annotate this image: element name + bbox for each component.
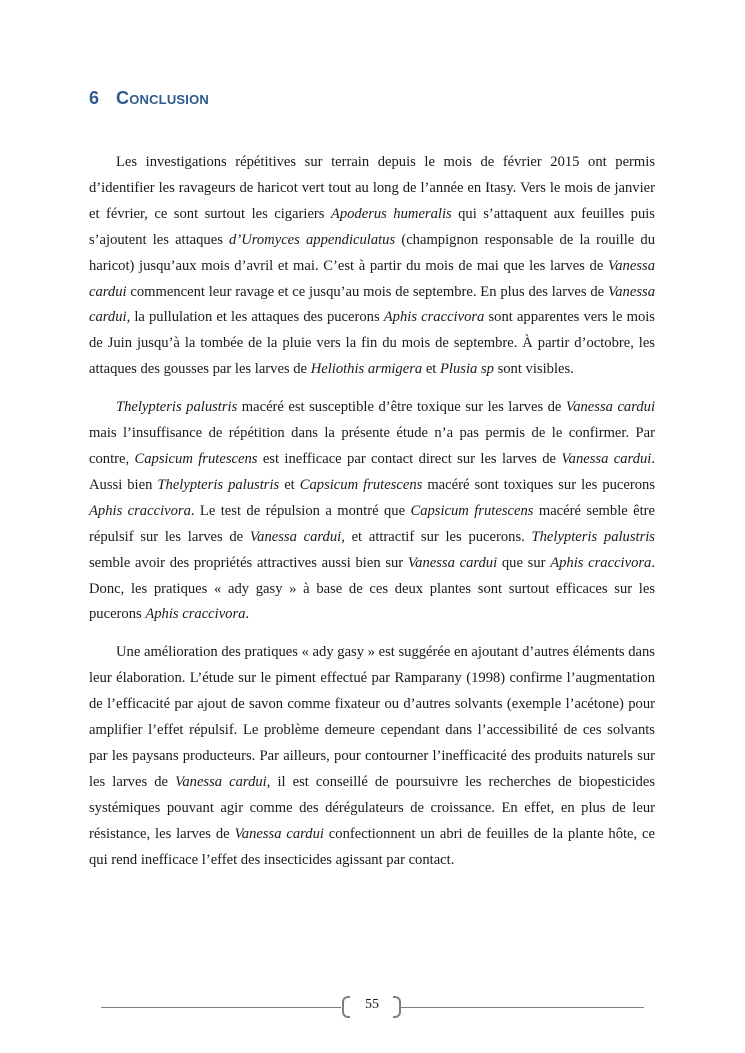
italic-term: Aphis craccivora: [383, 309, 485, 326]
paragraph-2: [89, 395, 655, 628]
italic-term: Heliothis armigera: [310, 361, 423, 378]
text-run: , la pullulation et les attaques des pucerons: [126, 309, 384, 326]
text-run: mais l’insuffisance de répétition dans la présente étude n’a pas permis de le confirmer. Par contre,: [89, 425, 655, 467]
italic-term: Vanessa cardui: [89, 283, 655, 326]
text-run: Les investigations répétitives sur terrain depuis le mois de février 2015 ont permis d’identifier les ravageurs de haricot vert tout au long de l’année en Itasy. Vers le mois de janvier et février, ce sont surtout les cigariers: [89, 154, 655, 222]
text-run: . Donc, les pratiques « ady gasy » à base de ces deux plantes sont surtout efficaces sur les pucerons: [89, 554, 656, 623]
italic-term: Capsicum frutescens: [134, 450, 258, 467]
text-run: . Aussi bien: [89, 450, 655, 493]
page-footer: [101, 993, 644, 1023]
text-run: confectionnent un abri de feuilles de la plante hôte, ce qui rend inefficace l’effet des insecticides agissant par contact.: [89, 825, 656, 868]
section-title: Conclusion: [116, 88, 209, 108]
text-run: sont apparentes vers le mois de Juin jusqu’à la tombée de la pluie vers la fin du mois de septembre. À partir d’octobre, les attaques des gousses par les larves de: [89, 309, 655, 378]
text-run: macéré sont toxiques sur les pucerons: [422, 476, 656, 493]
text-run: et: [279, 476, 300, 493]
footer-rule-left: [101, 1007, 341, 1008]
text-run: . Le test de répulsion a montré que: [190, 502, 411, 519]
italic-term: Capsicum frutescens: [410, 502, 534, 519]
footer-bracket-left: [342, 996, 350, 1018]
italic-term: Vanessa cardui: [175, 773, 267, 790]
paragraph-3: [89, 640, 655, 873]
italic-term: Vanessa cardui: [234, 825, 324, 842]
italic-term: Aphis craccivora: [145, 606, 246, 623]
italic-term: Vanessa cardui: [89, 257, 655, 300]
section-number: 6: [89, 88, 100, 108]
italic-term: Thelypteris palustris: [531, 528, 655, 545]
italic-term: Thelypteris palustris: [116, 399, 238, 416]
italic-term: Vanessa cardui: [249, 528, 342, 545]
text-run: sont visibles.: [493, 361, 574, 378]
text-run: .: [245, 606, 250, 623]
text-run: (champignon responsable de la rouille du haricot) jusqu’aux mois d’avril et mai. C’est à partir du mois de mai que les larves de: [89, 231, 655, 274]
italic-term: d’Uromyces appendiculatus: [229, 231, 396, 248]
footer-rule-right: [401, 1007, 644, 1008]
italic-term: Aphis craccivora: [550, 554, 652, 571]
italic-term: Thelypteris palustris: [157, 476, 280, 493]
section-heading: [89, 88, 209, 109]
text-run: , il est conseillé de poursuivre les recherches de biopesticides systémiques pouvant agir comme des dérégulateurs de croissance. En effet, en plus de leur résistance, les larves de: [89, 773, 656, 842]
text-run: est inefficace par contact direct sur les larves de: [257, 450, 562, 467]
text-run: et: [422, 361, 441, 378]
italic-term: Vanessa cardui: [407, 554, 498, 571]
italic-term: Apoderus humeralis: [330, 205, 452, 222]
text-run: qui s’attaquent aux feuilles puis s’ajoutent les attaques: [89, 205, 655, 248]
italic-term: Vanessa cardui: [565, 399, 656, 416]
italic-term: Plusia sp: [440, 361, 494, 378]
body-text: [89, 150, 655, 885]
text-run: commencent leur ravage et ce jusqu’au mois de septembre. En plus des larves de: [126, 283, 608, 300]
footer-bracket-right: [393, 996, 401, 1018]
paragraph-1: [89, 150, 655, 383]
text-run: que sur: [497, 554, 551, 571]
text-run: macéré est susceptible d’être toxique sur les larves de: [237, 399, 566, 416]
text-run: , et attractif sur les pucerons.: [341, 528, 532, 545]
italic-term: Aphis craccivora: [89, 502, 191, 519]
text-run: macéré semble être répulsif sur les larves de: [89, 502, 656, 545]
italic-term: Vanessa cardui: [561, 450, 652, 467]
text-run: Une amélioration des pratiques « ady gasy » est suggérée en ajoutant d’autres éléments dans leur élaboration. L’étude sur le piment effectué par Ramparany (1998) confirme l’augmentation de l’efficacité par ajout de savon comme fixateur ou d’autres solvants (exemple l’acétone) pour amplifier l’effet répulsif. Le problème demeure cependant dans l’accessibilité de ces solvants par les paysans producteurs. Par ailleurs, pour contourner l’inefficacité des produits naturels sur les larves de: [89, 644, 655, 790]
page-number: 55: [365, 997, 379, 1012]
italic-term: Capsicum frutescens: [299, 476, 423, 493]
text-run: semble avoir des propriétés attractives aussi bien sur: [89, 554, 408, 571]
